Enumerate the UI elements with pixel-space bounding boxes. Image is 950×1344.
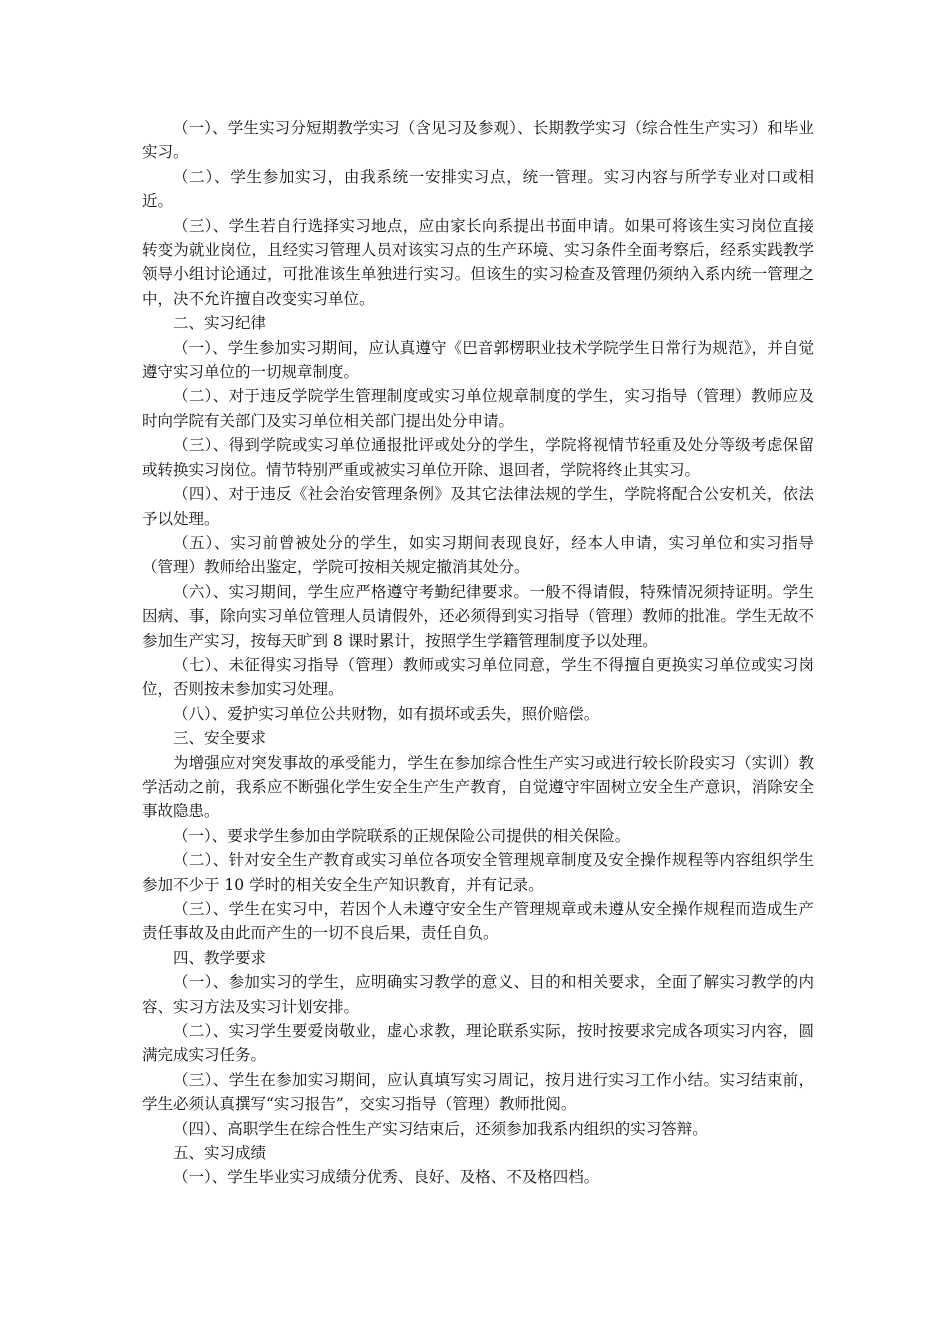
paragraph-grades-1: （一）、学生毕业实习成绩分优秀、良好、及格、不及格四档。 [173,1168,600,1187]
paragraph-discipline-2: （二）、对于违反学院学生管理制度或实习单位规章制度的学生，实习指导（管理）教师应及时向学院有关部门及实习单位相关部门提出处分申请。 [142,387,814,430]
paragraph-discipline-8: （八）、爱护实习单位公共财物，如有损坏或丢失，照价赔偿。 [173,704,600,723]
section-heading-grades: 五、实习成绩 [173,1144,267,1163]
paragraph-discipline-6: （六）、实习期间，学生应严格遵守考勤纪律要求。一般不得请假，特殊情况须持证明。学生因病、事，除向实习单位管理人员请假外，还必须得到实习指导（管理）教师的批准。学生无故不参加生产实习，按每天旷到 8 课时累计，按照学生学籍管理制度予以处理。 [142,582,814,650]
paragraph-teaching-1: （一）、参加实习的学生，应明确实习教学的意义、目的和相关要求，全面了解实习教学的内容、实习方法及实习计划安排。 [142,973,814,1016]
document-page [142,116,814,1190]
paragraph-safety-2: （二）、针对安全生产教育或实习单位各项安全管理规章制度及安全操作规程等内容组织学生参加不少于 10 学时的相关安全生产知识教育，并有记录。 [142,851,814,894]
section-heading-safety: 三、安全要求 [173,729,267,748]
paragraph-safety-intro: 为增强应对突发事故的承受能力，学生在参加综合性生产实习或进行较长阶段实习（实训）教学活动之前，我系应不断强化学生安全生产生产教育，自觉遵守牢固树立安全生产意识，消除安全事故隐患。 [142,753,814,821]
paragraph-self-selected-location: （三）、学生若自行选择实习地点，应由家长向系提出书面申请。如果可将该生实习岗位直接转变为就业岗位，且经实习管理人员对该实习点的生产环境、实习条件全面考察后，经系实践教学领导小组讨论通过，可批准该生单独进行实习。但该生的实习检查及管理仍须纳入系内统一管理之中，决不允许擅自改变实习单位。 [142,216,814,308]
paragraph-internship-types: （一）、学生实习分短期教学实习（含见习及参观）、长期教学实习（综合性生产实习）和毕业实习。 [142,119,814,162]
paragraph-safety-3: （三）、学生在实习中，若因个人未遵守安全生产管理规章或未遵从安全操作规程而造成生产责任事故及由此而产生的一切不良后果，责任自负。 [142,900,814,943]
paragraph-discipline-7: （七）、未征得实习指导（管理）教师或实习单位同意，学生不得擅自更换实习单位或实习岗位，否则按未参加实习处理。 [142,655,814,699]
paragraph-safety-1: （一）、要求学生参加由学院联系的正规保险公司提供的相关保险。 [173,826,631,845]
paragraph-teaching-4: （四）、高职学生在综合性生产实习结束后，还须参加我系内组织的实习答辩。 [173,1119,708,1138]
paragraph-discipline-5: （五）、实习前曾被处分的学生，如实习期间表现良好，经本人申请，实习单位和实习指导（管理）教师给出鉴定，学院可按相关规定撤消其处分。 [142,533,814,577]
paragraph-discipline-4: （四）、对于违反《社会治安管理条例》及其它法律法规的学生，学院将配合公安机关，依法予以处理。 [142,485,814,528]
paragraph-discipline-1: （一）、学生参加实习期间，应认真遵守《巴音郭楞职业技术学院学生日常行为规范》，并自觉遵守实习单位的一切规章制度。 [142,338,814,382]
section-heading-teaching: 四、教学要求 [173,948,267,967]
paragraph-teaching-3: （三）、学生在参加实习期间，应认真填写实习周记，按月进行实习工作小结。实习结束前，学生必须认真撰写“实习报告”，交实习指导（管理）教师批阅。 [142,1070,814,1114]
paragraph-internship-arrangement: （二）、学生参加实习，由我系统一安排实习点，统一管理。实习内容与所学专业对口或相近。 [142,167,814,211]
section-heading-discipline: 二、实习纪律 [173,314,267,333]
paragraph-discipline-3: （三）、得到学院或实习单位通报批评或处分的学生，学院将视情节轻重及处分等级考虑保留或转换实习岗位。情节特别严重或被实习单位开除、退回者，学院将终止其实习。 [142,436,814,479]
paragraph-teaching-2: （二）、实习学生要爱岗敬业，虚心求教，理论联系实际，按时按要求完成各项实习内容，圆满完成实习任务。 [142,1022,814,1065]
